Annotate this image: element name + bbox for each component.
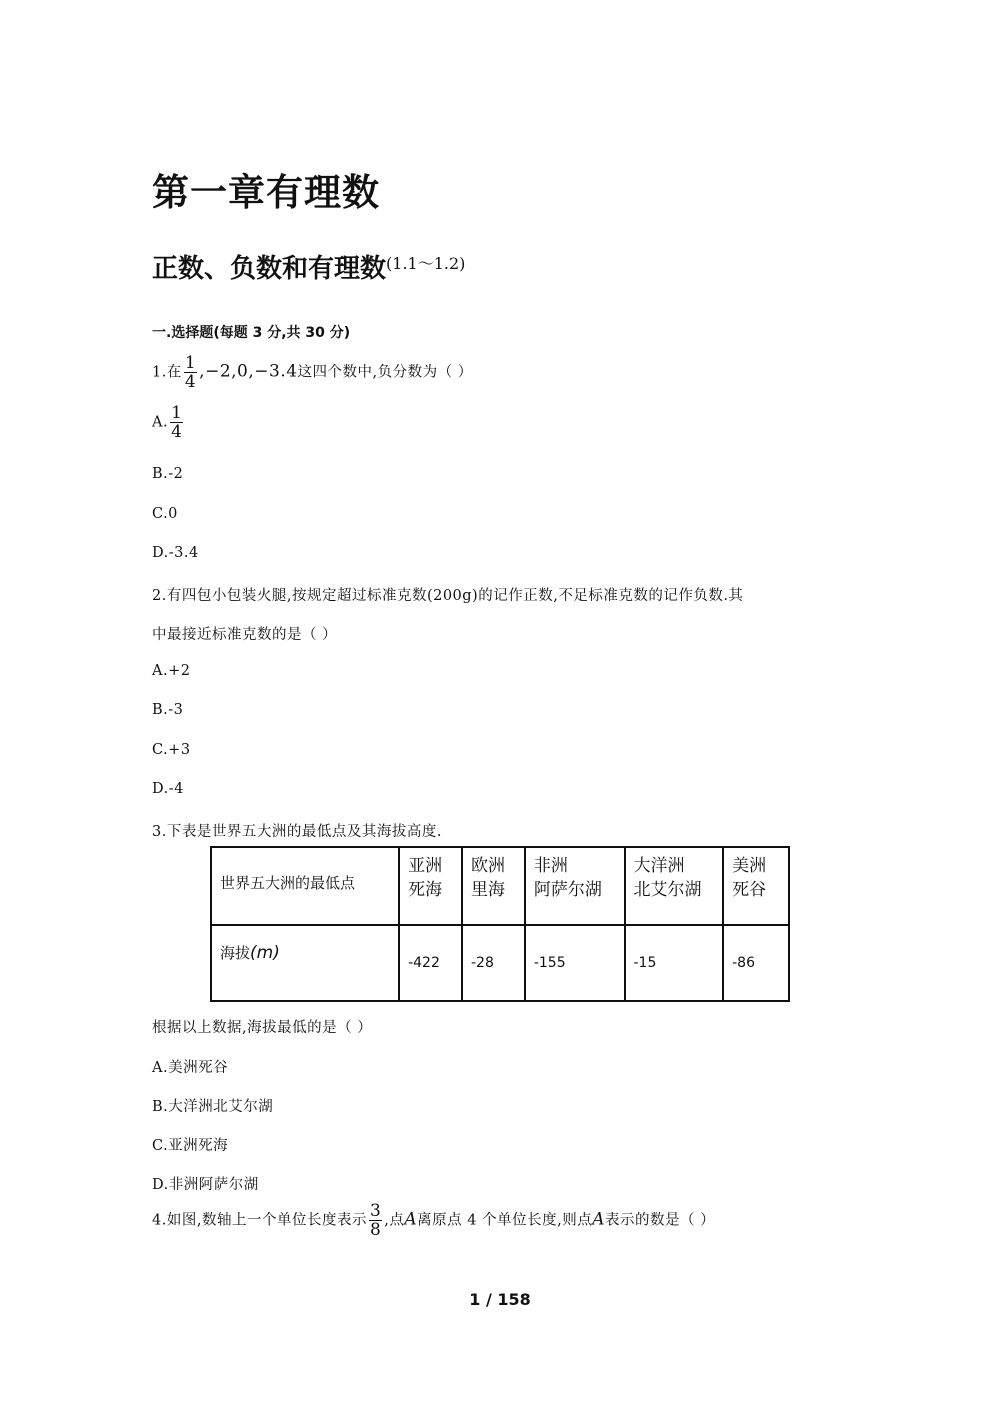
q1-suffix: 这四个数中,负分数为（ ） [297,364,473,381]
header-line2: 死谷 [732,880,767,900]
q3-option-a: A.美洲死谷 [152,1060,229,1076]
table-value-row [211,925,789,1001]
table-value-cell: -28 [462,925,525,1001]
q3-option-c: C.亚洲死海 [152,1138,229,1154]
q4-frac-den: 8 [369,1220,382,1240]
q1-math: ,−2,0,−3.4 [199,361,298,382]
q1-option-d: D.-3.4 [152,545,199,561]
header-line2: 里海 [470,880,505,900]
header-line2: 死海 [408,880,443,900]
table-value-cell: -155 [525,925,625,1001]
header-line1: 大洋洲 [633,856,685,876]
header-line2: 阿萨尔湖 [533,880,602,900]
question-2-stem-line2: 中最接近标准克数的是（ ） [152,627,338,643]
altitude-label: 海拔 [220,944,251,962]
q1-optA-fraction [170,404,183,441]
q1-frac-num: 1 [184,353,197,373]
q4-prefix: 4.如图,数轴上一个单位长度表示 [152,1212,367,1229]
q3-option-d: D.非洲阿萨尔湖 [152,1177,259,1193]
q4-var-a2: A [592,1209,606,1230]
q4-mid1: ,点 [384,1212,405,1229]
q1-option-a [152,404,185,441]
question-3-stem: 3.下表是世界五大洲的最低点及其海拔高度. [152,824,442,840]
table-header-cell [399,847,462,925]
section-title [152,248,465,285]
table-row1-label: 世界五大洲的最低点 [211,847,399,925]
q1-option-b: B.-2 [152,466,184,482]
question-2-stem-line1: 2.有四包小包装火腿,按规定超过标准克数(200g)的记作正数,不足标准克数的记作负数.其 [152,588,744,604]
q1-optA-num: 1 [171,403,183,423]
table-header-cell [462,847,525,925]
q2-option-c: C.+3 [152,742,191,758]
page-number: 1 / 158 [469,1290,531,1309]
q1-optA-den: 4 [171,422,183,442]
table-value-cell: -86 [723,925,789,1001]
header-line1: 美洲 [732,856,767,876]
header-line1: 亚洲 [408,856,443,876]
table-value-cell: -15 [625,925,724,1001]
q4-frac-num: 3 [369,1201,382,1221]
header-line1: 非洲 [533,856,568,876]
q4-mid2: 离原点 4 个单位长度,则点 [417,1212,593,1229]
header-line2: 北艾尔湖 [633,880,702,900]
chapter-title: 第一章有理数 [152,171,380,214]
q1-optA-prefix: A. [152,414,169,431]
section-range: (1.1～1.2) [386,254,466,273]
altitude-unit: (m) [250,943,280,963]
table-row2-label [211,925,399,1001]
q2-option-a: A.+2 [152,663,191,679]
question-4-stem [152,1202,715,1239]
q3-option-b: B.大洋洲北艾尔湖 [152,1099,274,1115]
q4-var-a: A [404,1209,418,1230]
table-header-cell [625,847,724,925]
q4-fraction [369,1202,382,1239]
lowest-points-table [210,846,790,1002]
q2-option-d: D.-4 [152,781,184,797]
table-header-row [211,847,789,925]
q2-option-b: B.-3 [152,702,184,718]
q1-prefix: 1.在 [152,364,182,381]
question-3-prompt: 根据以上数据,海拔最低的是（ ） [152,1020,373,1036]
q1-fraction [184,354,197,391]
section-title-text: 正数、负数和有理数 [152,254,387,284]
part-heading: 一.选择题(每题 3 分,共 30 分) [152,325,351,341]
table-header-cell [525,847,625,925]
question-1-stem [152,354,473,391]
header-line1: 欧洲 [470,856,505,876]
q1-frac-den: 4 [184,372,197,392]
q4-suffix: 表示的数是（ ） [605,1212,716,1229]
table-header-cell [723,847,789,925]
q1-option-c: C.0 [152,506,178,522]
table-value-cell: -422 [399,925,462,1001]
